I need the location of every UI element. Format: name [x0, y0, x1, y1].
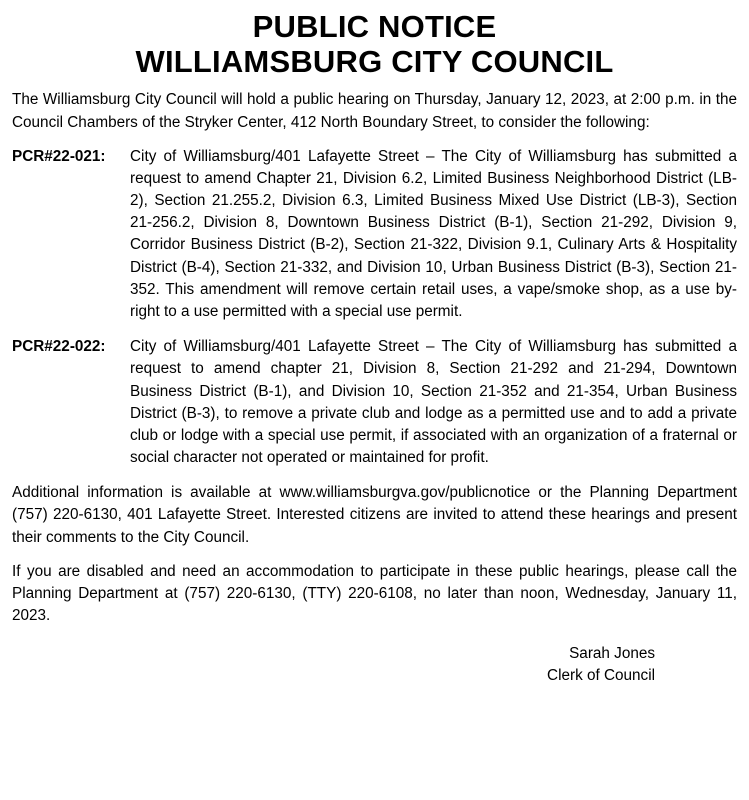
notice-item-pcr-22-022 — [12, 336, 737, 469]
signature-name: Sarah Jones — [569, 645, 655, 663]
notice-title-block — [12, 10, 737, 79]
additional-information-paragraph: Additional information is available at www.williamsburgva.gov/publicnotice or the Planning Department (757) 220-6130, 401 Lafayette Street. Interested citizens are invited to attend these hearings and present their comments to the City Council. — [12, 484, 737, 546]
accommodation-paragraph: If you are disabled and need an accommodation to participate in these public hearings, please call the Planning Department at (757) 220-6130, (TTY) 220-6108, no later than noon, Wednesday, January 11, 2023. — [12, 562, 737, 625]
item-body: City of Williamsburg/401 Lafayette Street – The City of Williamsburg has submitted a request to amend Chapter 21, Division 6.2, Limited Business Neighborhood District (LB-2), Section 21.255.2, Division 6.3, Limited Business Mixed Use District (LB-3), Section 21-256.2, Division 8, Downtown Business District (B-1), Section 21-292, Division 9, Corridor Business District (B-2), Section 21-322, Division 9.1, Culinary Arts & Hospitality District (B-4), Section 21-332, and Division 10, Urban Business District (B-3), Section 21-352. This amendment will remove certain retail uses, a vape/smoke shop, as a use by-right to a use permitted with a special use permit. — [130, 147, 737, 320]
intro-paragraph: The Williamsburg City Council will hold a public hearing on Thursday, January 12, 2023, at 2:00 p.m. in the Council Chambers of the Stryker Center, 412 North Boundary Street, to consider the following: — [12, 91, 737, 131]
item-body: City of Williamsburg/401 Lafayette Street – The City of Williamsburg has submitted a request to amend chapter 21, Division 8, Section 21-292 and 21-294, Downtown Business District (B-1), and Division 10, Section 21-352 and 21-354, Urban Business District (B-3), to remove a private club and lodge as a permitted use and to add a private club or lodge with a special use permit, if associated with an organization of a fraternal or social character not operated or maintained for profit. — [130, 338, 737, 467]
signature-block — [12, 643, 737, 686]
page-subtitle: WILLIAMSBURG CITY COUNCIL — [135, 43, 614, 79]
notice-item-pcr-22-021 — [12, 146, 737, 323]
signature-role: Clerk of Council — [547, 666, 655, 684]
item-label: PCR#22-022: — [12, 338, 106, 356]
item-label: PCR#22-021: — [12, 147, 106, 165]
page-title: PUBLIC NOTICE — [252, 9, 497, 44]
